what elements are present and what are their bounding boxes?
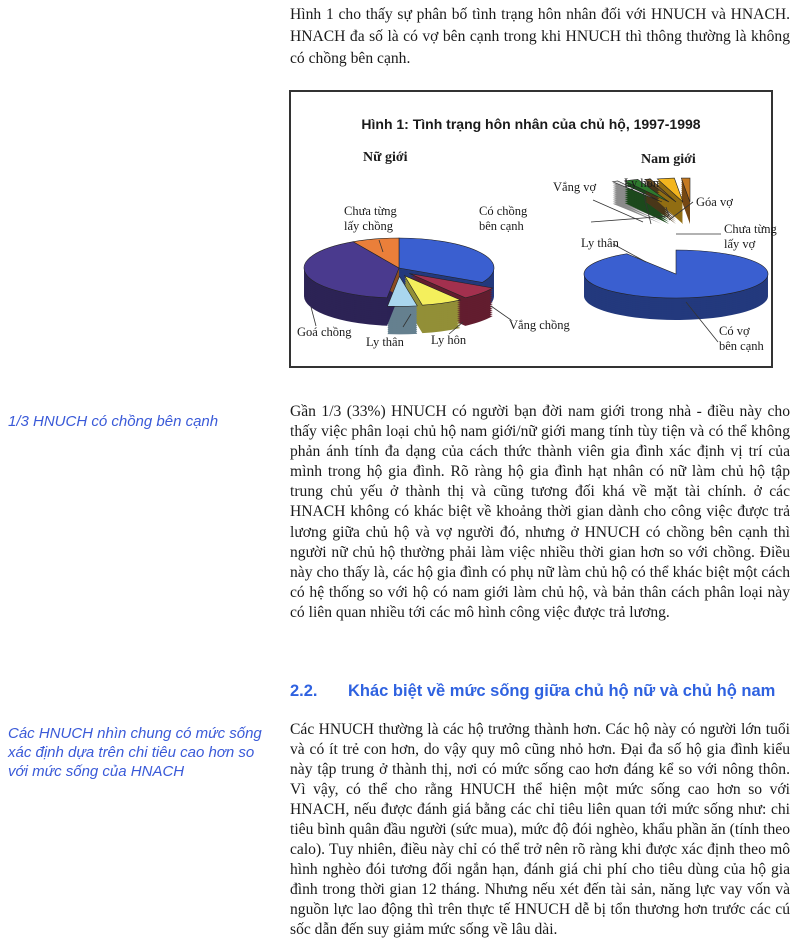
figure-1 (289, 90, 777, 368)
male-subtitle: Nam giới (641, 152, 696, 167)
body-paragraph-1: Gần 1/3 (33%) HNUCH có người bạn đời nam giới trong nhà - điều này cho thấy việc phân loại chủ hộ nam giới/nữ giới mang tính tùy tiện và có thể không phản ánh tính đa dạng của cách thức thành viên gia đình xác định vị trí của mình trong hộ gia đình. Rõ ràng hộ gia đình hạt nhân có nữ làm chủ hộ tập trung chủ yếu ở thành thị và cũng tương đối khá về mặt tài chính. ở các HNACH không có khác biệt về khoảng thời gian dành cho công việc được trả lương giữa chủ hộ và vợ người đó, nhưng ở HNUCH có chồng bên cạnh thì người nữ chủ hộ thường phải làm việc nhiều thời gian hơn so với chồng. Điều này cho thấy là, các hộ gia đình có phụ nữ làm chủ hộ có thể khác biệt một cách có hệ thống so với hộ có nam giới làm chủ hộ, và bản thân cách phân loại này có liên quan nhiều tới các mô hình công việc được trả lương. (290, 403, 790, 621)
leader-line (491, 306, 511, 320)
section-title: Khác biệt về mức sống giữa chủ hộ nữ và chủ hộ nam (348, 682, 776, 700)
section-heading (290, 682, 790, 701)
pie-slice-1-0 (584, 250, 768, 298)
label-goa-chong: Goá chồng (297, 325, 352, 339)
figure-title: Hình 1: Tình trạng hôn nhân của chủ hộ, 1997-1998 (361, 116, 701, 132)
label-ly-than-male: Ly thân (581, 236, 619, 250)
female-subtitle: Nữ giới (363, 150, 408, 165)
section-number: 2.2. (290, 682, 318, 700)
margin-note-1: 1/3 HNUCH có chồng bên cạnh (8, 413, 219, 430)
label-vang-vo: Vắng vợ (553, 180, 597, 194)
label-co-vo: Có vợ bên cạnh (719, 324, 764, 353)
label-ly-hon-male: Ly hôn (624, 176, 660, 190)
label-ly-than-female: Ly thân (366, 335, 404, 349)
label-co-chong: Có chồng bên cạnh (479, 204, 528, 233)
body-paragraph-2: Các HNUCH thường là các hộ trưởng thành hơn. Các hộ này có người lớn tuổi và có ít trẻ con hơn, do vậy quy mô cũng nhỏ hơn. Đại đa số hộ gia đình kiểu này tập trung ở thành thị, nơi có mức sống cao hơn đáng kể so với nông thôn. Vì vậy, có thể cho rằng HNUCH thể hiện một mức sống cao hơn so với HNACH, nếu được đánh giá bằng các chỉ tiêu liên quan tới mức sống như: chi tiêu bình quân đầu người (sức mua), mức độ đói nghèo, khẩu phần ăn (tính theo calo). Tuy nhiên, điều này chỉ có thể trở nên rõ ràng khi được xác định theo mô hình nghèo đói tương đối ngắn hạn, đánh giá chi phí cho tiêu dùng của hộ gia đình trong thời gian 12 tháng. Nhưng nếu xét đến tài sản, năng lực vay vốn và nguồn lực lao động thì trên thực tế HNUCH dễ bị tổn thương hơn trước các cú sốc dẫn đến suy giảm mức sống về lâu dài. (290, 721, 790, 938)
label-ly-hon-female: Ly hôn (431, 333, 467, 347)
label-chua-tung-lay-chong: Chưa từng lấy chồng (344, 204, 397, 233)
intro-paragraph: Hình 1 cho thấy sự phân bố tình trạng hôn nhân đối với HNUCH và HNACH. HNACH đa số là có vợ bên cạnh trong khi HNUCH thì thông thường là không có chồng bên cạnh. (290, 6, 790, 67)
label-goa-vo: Góa vợ (696, 195, 733, 209)
margin-note-2: Các HNUCH nhìn chung có mức sống xác định dựa trên chi tiêu cao hơn so với mức sống của HNACH (8, 725, 262, 780)
label-chua-tung-lay-vo: Chưa từng lấy vợ (724, 222, 777, 251)
label-vang-chong: Vắng chồng (509, 318, 570, 332)
